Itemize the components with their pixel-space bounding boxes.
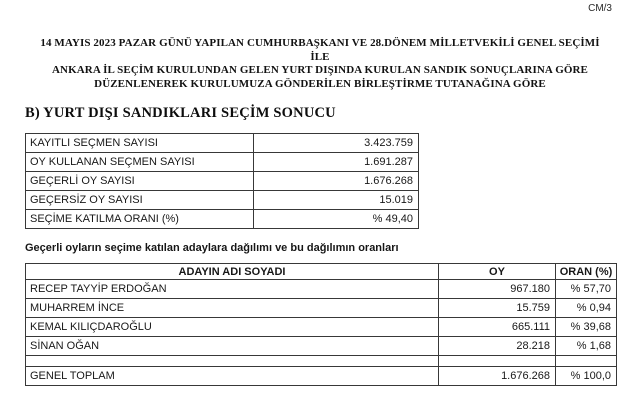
summary-row-value: 3.423.759 [254,134,419,153]
table-row [26,134,419,153]
summary-row-label: SEÇİME KATILMA ORANI (%) [26,210,254,229]
title-line-2: ANKARA İL SEÇİM KURULUNDAN GELEN YURT DIŞINDA KURULAN SANDIK SONUÇLARINA GÖRE [51,64,588,76]
candidate-percent [556,356,617,367]
section-heading: B) YURT DIŞI SANDIKLARI SEÇİM SONUCU [25,105,336,121]
candidates-table-caption: Geçerli oyların seçime katılan adaylara dağılımı ve bu dağılımın oranları [25,242,399,254]
summary-row-label: KAYITLI SEÇMEN SAYISI [26,134,254,153]
candidate-percent: % 100,0 [556,367,617,386]
title-line-1: 14 MAYIS 2023 PAZAR GÜNÜ YAPILAN CUMHURBAŞKANI VE 28.DÖNEM MİLLETVEKİLİ GENEL SEÇİMİ İLE [40,37,600,63]
table-row [26,367,617,386]
summary-row-label: GEÇERSİZ OY SAYISI [26,191,254,210]
candidate-percent: % 39,68 [556,318,617,337]
candidate-votes: 15.759 [439,299,556,318]
table-row [26,153,419,172]
summary-row-value: 1.676.268 [254,172,419,191]
candidates-table [25,263,617,386]
candidate-votes: 665.111 [439,318,556,337]
candidate-name [26,356,439,367]
candidate-percent: % 1,68 [556,337,617,356]
header-votes: OY [439,264,556,280]
candidate-votes: 967.180 [439,280,556,299]
header-candidate-name: ADAYIN ADI SOYADI [26,264,439,280]
summary-table-body [26,134,419,229]
summary-row-value: % 49,40 [254,210,419,229]
table-row [26,191,419,210]
table-row [26,210,419,229]
candidates-table-body [26,280,617,386]
summary-table [25,133,419,229]
table-row [26,280,617,299]
table-row [26,318,617,337]
candidate-percent: % 57,70 [556,280,617,299]
candidate-name: GENEL TOPLAM [26,367,439,386]
candidates-header-row [26,264,617,280]
candidate-name: KEMAL KILIÇDAROĞLU [26,318,439,337]
candidate-name: MUHARREM İNCE [26,299,439,318]
candidate-percent: % 0,94 [556,299,617,318]
summary-row-label: GEÇERLİ OY SAYISI [26,172,254,191]
candidate-votes [439,356,556,367]
candidate-name: SİNAN OĞAN [26,337,439,356]
summary-row-label: OY KULLANAN SEÇMEN SAYISI [26,153,254,172]
title-line-3: DÜZENLENEREK KURULUMUZA GÖNDERİLEN BİRLEŞTİRME TUTANAĞINA GÖRE [94,77,546,90]
header-percent: ORAN (%) [556,264,617,280]
summary-row-value: 15.019 [254,191,419,210]
candidate-votes: 28.218 [439,337,556,356]
summary-row-value: 1.691.287 [254,153,419,172]
table-row [26,172,419,191]
document-code: CM/3 [588,3,612,14]
document-title [30,37,610,91]
candidate-name: RECEP TAYYİP ERDOĞAN [26,280,439,299]
table-row [26,337,617,356]
candidate-votes: 1.676.268 [439,367,556,386]
table-row [26,356,617,367]
table-row [26,299,617,318]
